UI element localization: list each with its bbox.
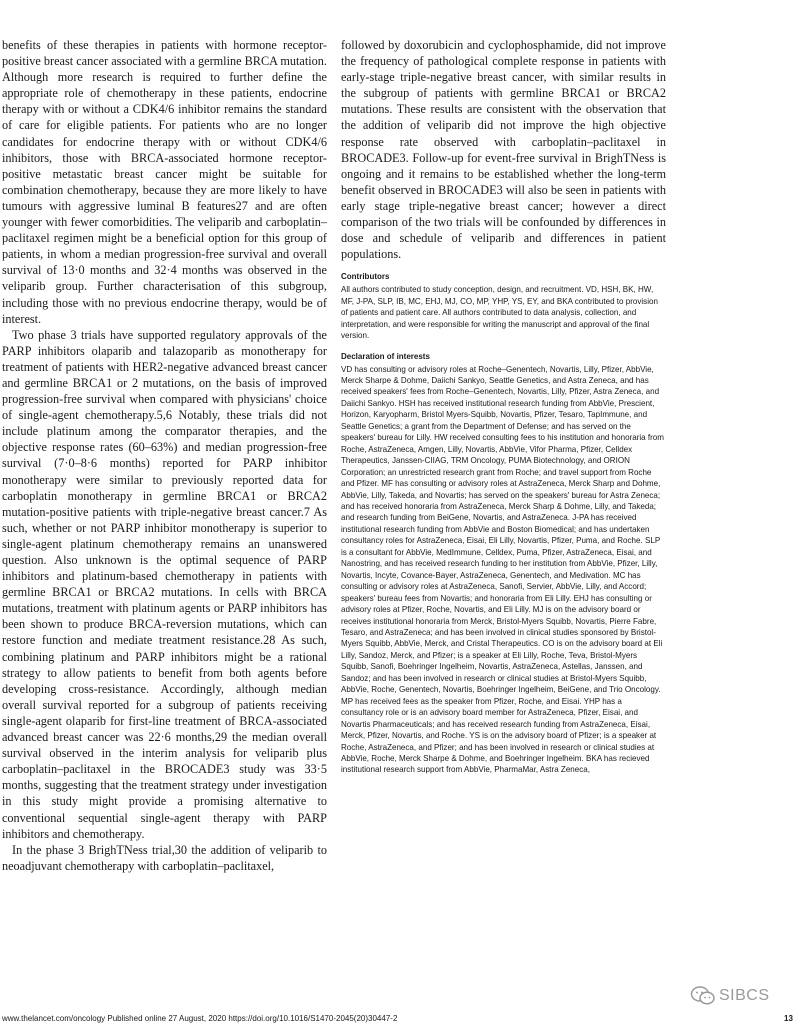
watermark <box>690 984 770 1008</box>
contributors-text: All authors contributed to study conception, design, and recruitment. VD, HSH, BK, HW, MF, J-PA, SLP, IB, MC, EHJ, MJ, CO, MP, YHP, YS, EY, and BKA contributed to provision of patients and patient care. All authors contributed to data analysis, collection, and interpretation, and were responsible for writing the manuscript and approval of the final version. <box>341 285 658 341</box>
wechat-icon <box>690 985 716 1007</box>
contributors-heading: Contributors <box>341 272 390 282</box>
body-paragraph: Two phase 3 trials have supported regulatory approvals of the PARP inhibitors olaparib and talazoparib as monotherapy for treatment of patients with HER2-negative advanced breast cancer and germline BRCA1 or 2 mutations, on the basis of improved progression-free survival when compared with physicians' choice of single-agent chemotherapy.5,6 Notably, these trials did not include platinum among the comparator therapies, and the objective response rates (60–63%) and median progression-free survival (7·0–8·6 months) reported for PARP inhibitor monotherapy were similar to previously reported data for carboplatin monotherapy in germline BRCA1 or BRCA2 mutation-positive patients with triple-negative breast cancer.7 As such, whether or not PARP inhibitor monotherapy is superior to single-agent platinum chemotherapy remains an unanswered question. Also unknown is the optimal sequence of PARP inhibitors and platinum-based chemotherapy in patients with germline BRCA1 or BRCA2 mutations. In cells with BRCA mutations, treatment with platinum agents or PARP inhibitors has been shown to produce BRCA-reversion mutations, which can restore function and mediate treatment resistance.28 As such, combining platinum and PARP inhibitors might be a rational strategy to allow patients to benefit from both agents before developing cross-resistance. Accordingly, although median overall survival reported for a subgroup of patients receiving single-agent olaparib for first-line treatment of BRCA-associated advanced breast cancer was 22·6 months,29 the median overall survival observed in the interim analysis for veliparib plus carboplatin–paclitaxel in the BROCADE3 study was 33·5 months, suggesting that the treatment strategy under investigation in this study might provide a promising alternative to conventional sequential single-agent therapy with PARP inhibitors and chemotherapy. <box>2 327 327 841</box>
footer-citation: www.thelancet.com/oncology Published online 27 August, 2020 https://doi.org/10.1016/S1470-2045(20)30447-2 <box>2 1014 398 1023</box>
left-column <box>2 37 327 874</box>
body-paragraph-continuation: followed by doxorubicin and cyclophosphamide, did not improve the frequency of pathological complete response in patients with early-stage triple-negative breast cancer, with similar results in the subgroup of patients with germline BRCA1 or BRCA2 mutations. These results are consistent with the observation that the addition of veliparib did not improve the high objective response rate observed with carboplatin–paclitaxel in BROCADE3. Follow-up for event-free survival in BrighTNess is ongoing and it remains to be established whether the long-term benefit observed in BROCADE3 will also be seen in patients with early stage triple-negative breast cancer; however a direct comparison of the two trials will be confounded by differences in dose and schedule of veliparib and differences in patient populations. <box>341 38 666 262</box>
body-paragraph: benefits of these therapies in patients with hormone receptor-positive breast cancer associated with a germline BRCA mutation. Although more research is required to further define the appropriate role of chemotherapy in these patients, endocrine therapy with or without a CDK4/6 inhibitor remains the standard of care for eligible patients. For patients who are no longer candidates for endocrine therapy with or without CDK4/6 inhibitors, those with BRCA-associated hormone receptor-positive metastatic breast cancer might be suitable for combination chemotherapy, because they are more likely to have tumours with aggressive luminal B features27 and are often younger with fewer comorbidities. The veliparib and carboplatin–paclitaxel regimen might be a beneficial option for this group of patients, in whom a median progression-free survival and overall survival of 13·0 months and 32·4 months was observed in the veliparib group. Further characterisation of this subgroup, including those with no previous endocrine therapy, would be of interest. <box>2 38 327 326</box>
right-column <box>341 37 666 776</box>
body-paragraph: In the phase 3 BrighTNess trial,30 the addition of veliparib to neoadjuvant chemotherapy with carboplatin–paclitaxel, <box>2 842 327 873</box>
watermark-text: SIBCS <box>719 987 770 1004</box>
interests-heading: Declaration of interests <box>341 351 430 361</box>
interests-text: VD has consulting or advisory roles at Roche–Genentech, Novartis, Lilly, Pfizer, AbbVie, Merck Sharpe & Dohme, Daiichi Sankyo, Seattle Genetics, and Astra Zeneca, and has received speakers' fees from Roche–Genentech, Novartis, Lilly, Pfizer, Astra Zeneca, and Daiichi Sankyo. HSH has received institutional research funding from AbbVie, Prescient, Horizon, Karyopharm, Bristol Myers-Squibb, Novartis, Pfizer, Tesaro, TapImmune, and Seattle Genetics; a grant from the Department of Defense; and has served on the speakers' bureau for Lilly. HW received consulting fees to his institution and honoraria from Roche, AstraZeneca, Amgen, Lilly, Novartis, AbbVie, Vifor Pharma, Pfizer, Celldex Therapeutics, Janssen-CIIAG, TRM Oncology, PUMA Biotechnology, and ORION Corporation; an unrestricted research grant from Roche; and travel support from Roche and Pfizer. MF has consulting or advisory roles at AstraZeneca, Merck Sharp and Dohme, AbbVie, Lilly, Takeda, and Novartis; has served on the speakers' bureau for Astra Zeneca; and has received honoraria from AstraZeneca, Merck Sharp & Dohme, Lilly, and Takeda; and research funding from BeiGene, Novartis, and AstraZeneca. J-PA has received institutional research funding from AbbVie and Boston Biomedical; and has undertaken consultancy roles for AstraZeneca, Eisai, Eli Lilly, Novartis, Pfizer, Puma, and Roche. SLP is a consultant for AbbVie, MedImmune, Celldex, Puma, Pfizer, AstraZeneca, Eisai, and Nanostring, and has received research funding to her institution from AbbVie, Pfizer, Lilly, Novartis, Incyte, Covance-Bayer, AstraZeneca, Genentech, and Medivation. MC has consulting or advisory roles at AstraZeneca, Sanofi, Servier, AbbVie, Lilly, and Accord; speakers' bureau fees from Novartis; and honoraria from Eli Lilly. EHJ has consulting or advisory roles at Pfizer, Roche, Novartis, and Eli Lilly. MJ is on the advisory board or receives institutional honoraria from Merck, Bristol-Myers Squibb, Novartis, Pierre Fabre, Tesaro, and AstraZeneca; and has been involved in clinical studies sponsored by Bristol-Myers Squibb, AbbVie, Merck, and Cristal Therapeutics. CO is on the advisory board at Eli Lilly, Sandoz, Merck, and Pfizer; is a speaker at Eli Lilly, Roche, Teva, Bristol-Myers Squibb, Sanofi, Boehringer Ingelheim, Novartis, AstraZeneca, Astellas, Janssen, and Sandoz; and has been involved in research or clinical studies at Bristol-Myers Squibb, AbbVie, Roche, Genentech, Novartis, Boehringer Ingelheim, BeiGene, and Trio Oncology. MP has received fees as the speaker from Pfizer, Roche, and Eisai. YHP has a consultancy role or is an advisory board member for AstraZeneca, Pfizer, Eisai, and Novartis Pharmaceuticals; and has received research funding from AstraZeneca, Eisai, Merck, Pfizer, Novartis, and Roche. YS is on the advisory board of Pfizer; is a speaker at Roche, AstraZeneca, and Pfizer; and has been involved in research or clinical studies at AbbVie, Roche, Merck Sharpe & Dohme, and Boehringer Ingelheim. BKA has recieved institutional research support from AbbVie, PharmaMar, Astra Zeneca, <box>341 364 664 775</box>
page-number: 13 <box>784 1014 793 1023</box>
